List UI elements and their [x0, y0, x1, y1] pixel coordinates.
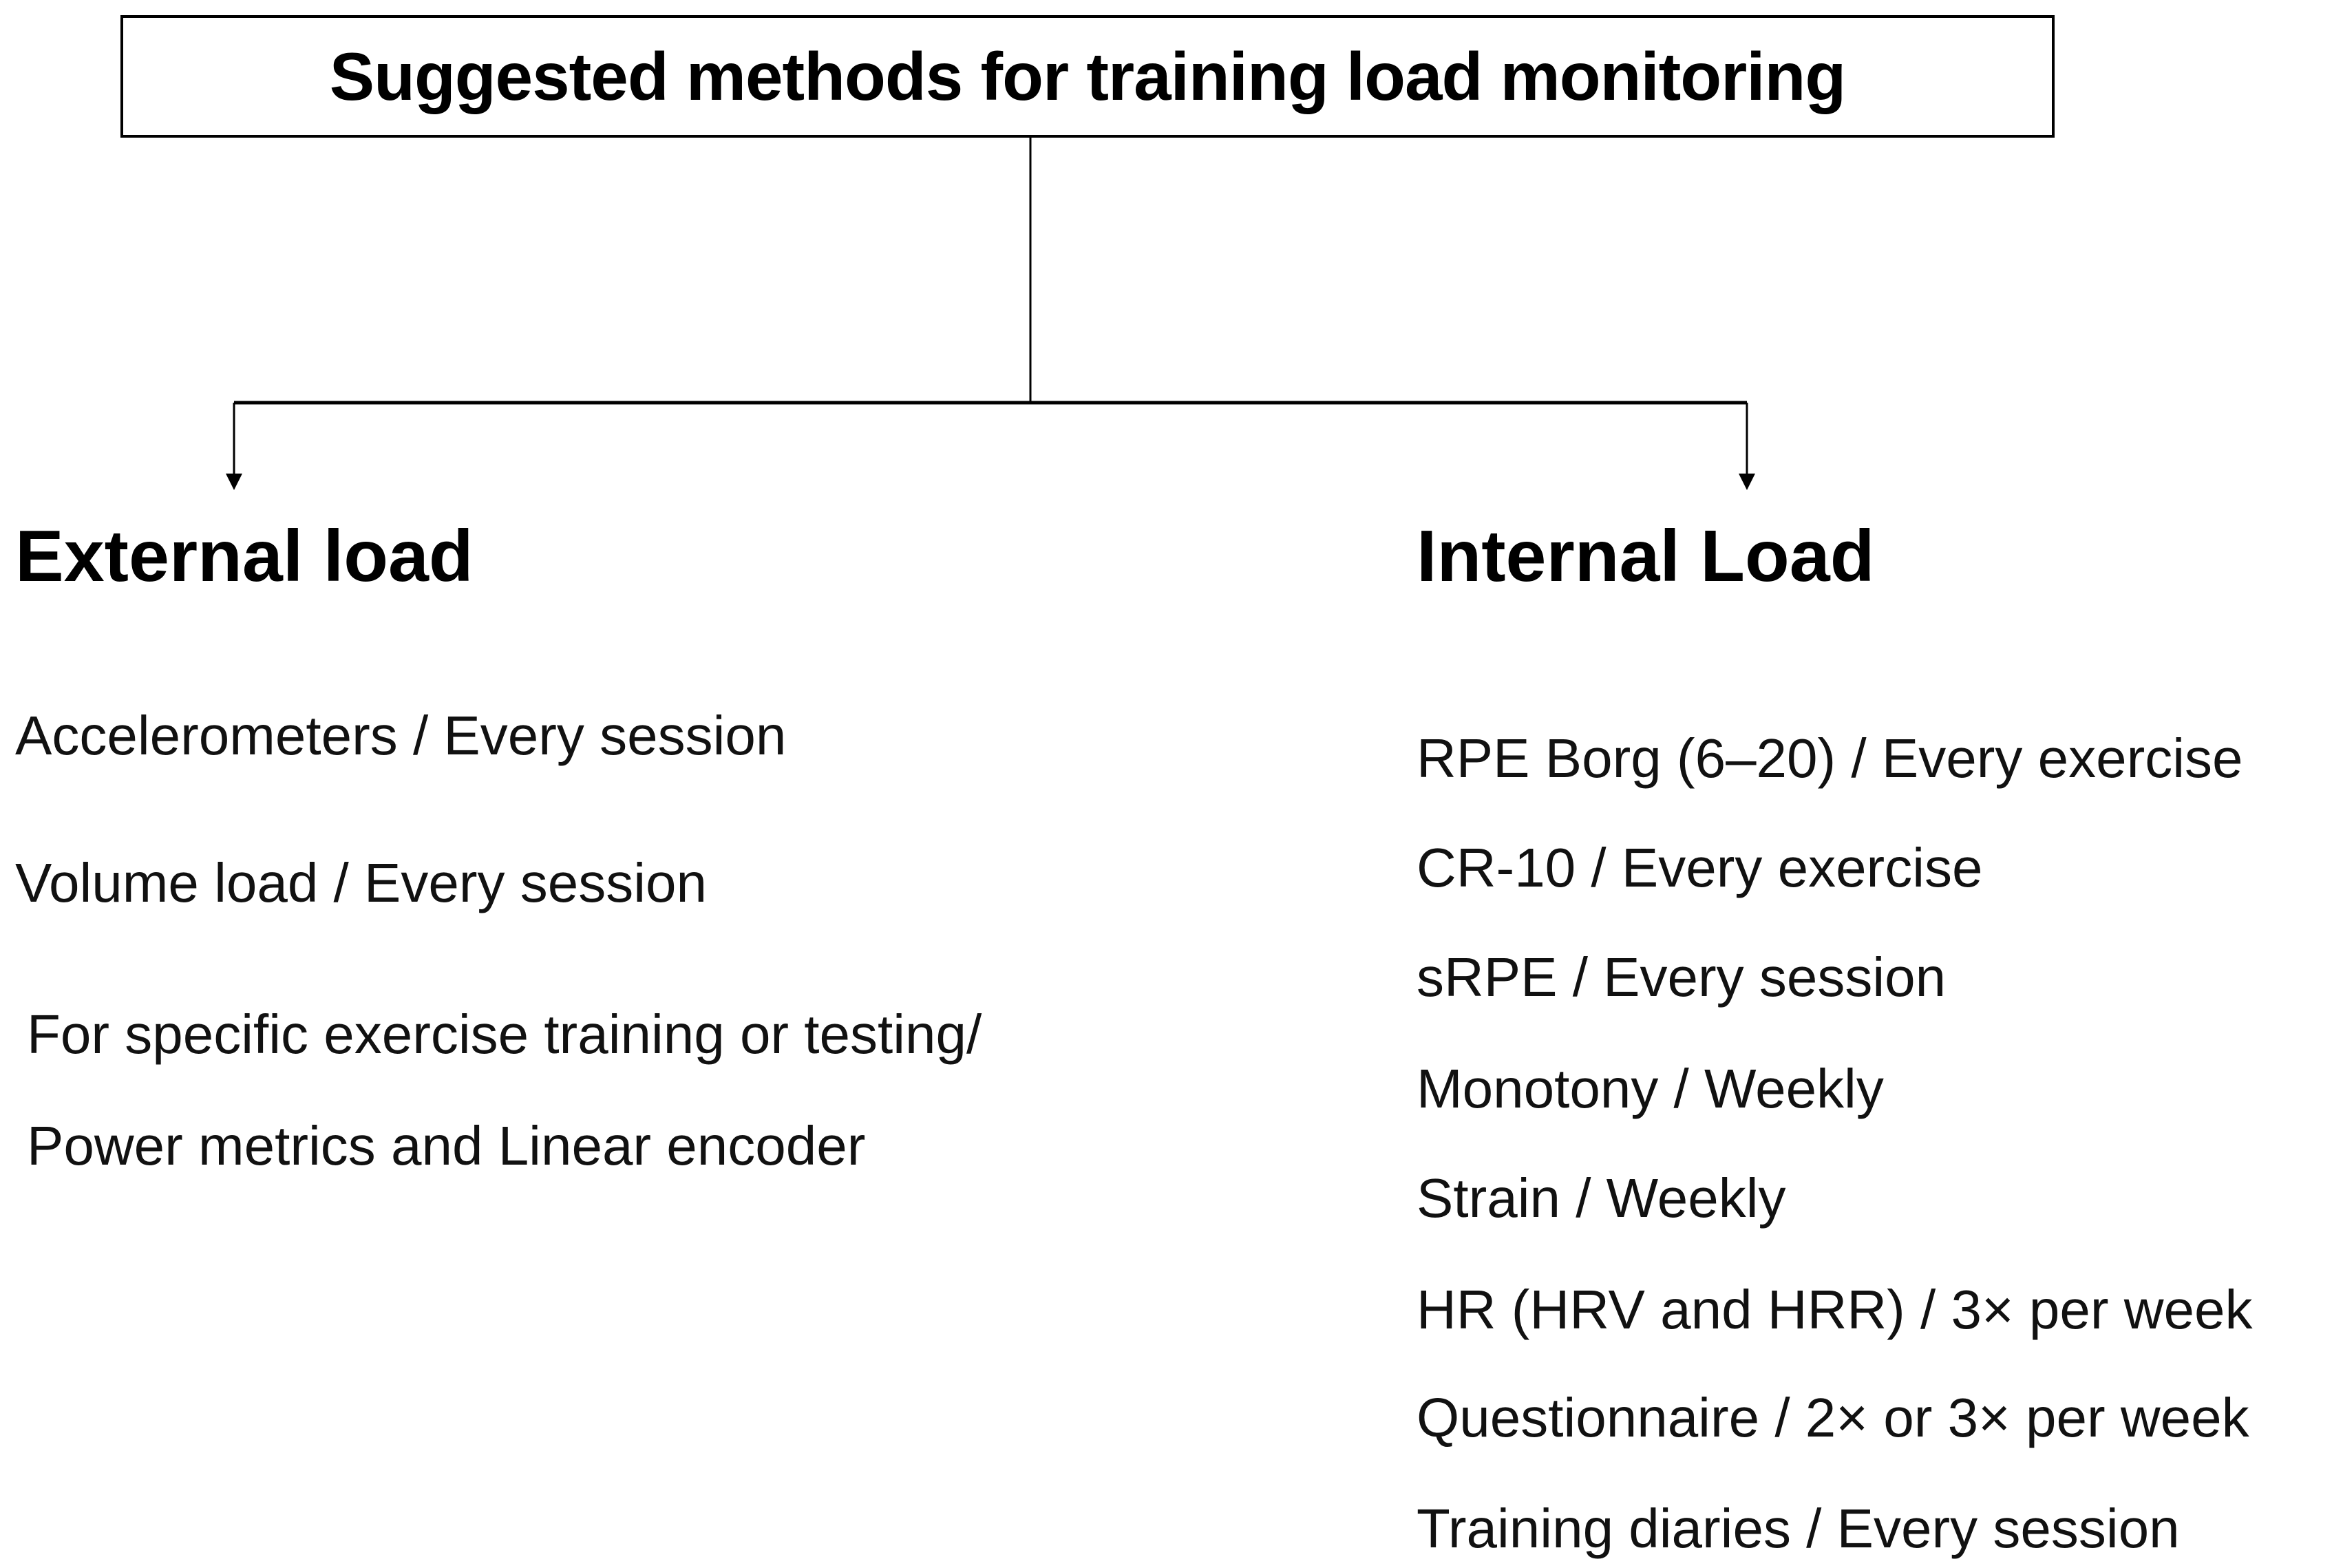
internal-item: RPE Borg (6–20) / Every exercise [1417, 728, 2243, 789]
external-item: Power metrics and Linear encoder [27, 1115, 866, 1176]
external-item: Volume load / Every session [15, 852, 707, 913]
internal-item: Questionnaire / 2× or 3× per week [1417, 1387, 2249, 1448]
internal-item: HR (HRV and HRR) / 3× per week [1417, 1279, 2253, 1340]
internal-item: Strain / Weekly [1417, 1167, 1786, 1229]
diagram-title: Suggested methods for training load monitoring [329, 38, 1846, 114]
internal-item: CR-10 / Every exercise [1417, 837, 1983, 898]
external-item: Accelerometers / Every session [15, 705, 787, 766]
external-load-heading: External load [15, 516, 474, 597]
internal-item: Training diaries / Every session [1417, 1498, 2180, 1559]
arrow-down-icon [1739, 474, 1755, 490]
external-item: For specific exercise training or testing/ [27, 1004, 982, 1065]
internal-item: Monotony / Weekly [1417, 1058, 1884, 1119]
internal-item: sRPE / Every session [1417, 946, 1947, 1008]
arrow-down-icon [226, 474, 242, 490]
internal-load-heading: Internal Load [1417, 516, 1875, 597]
